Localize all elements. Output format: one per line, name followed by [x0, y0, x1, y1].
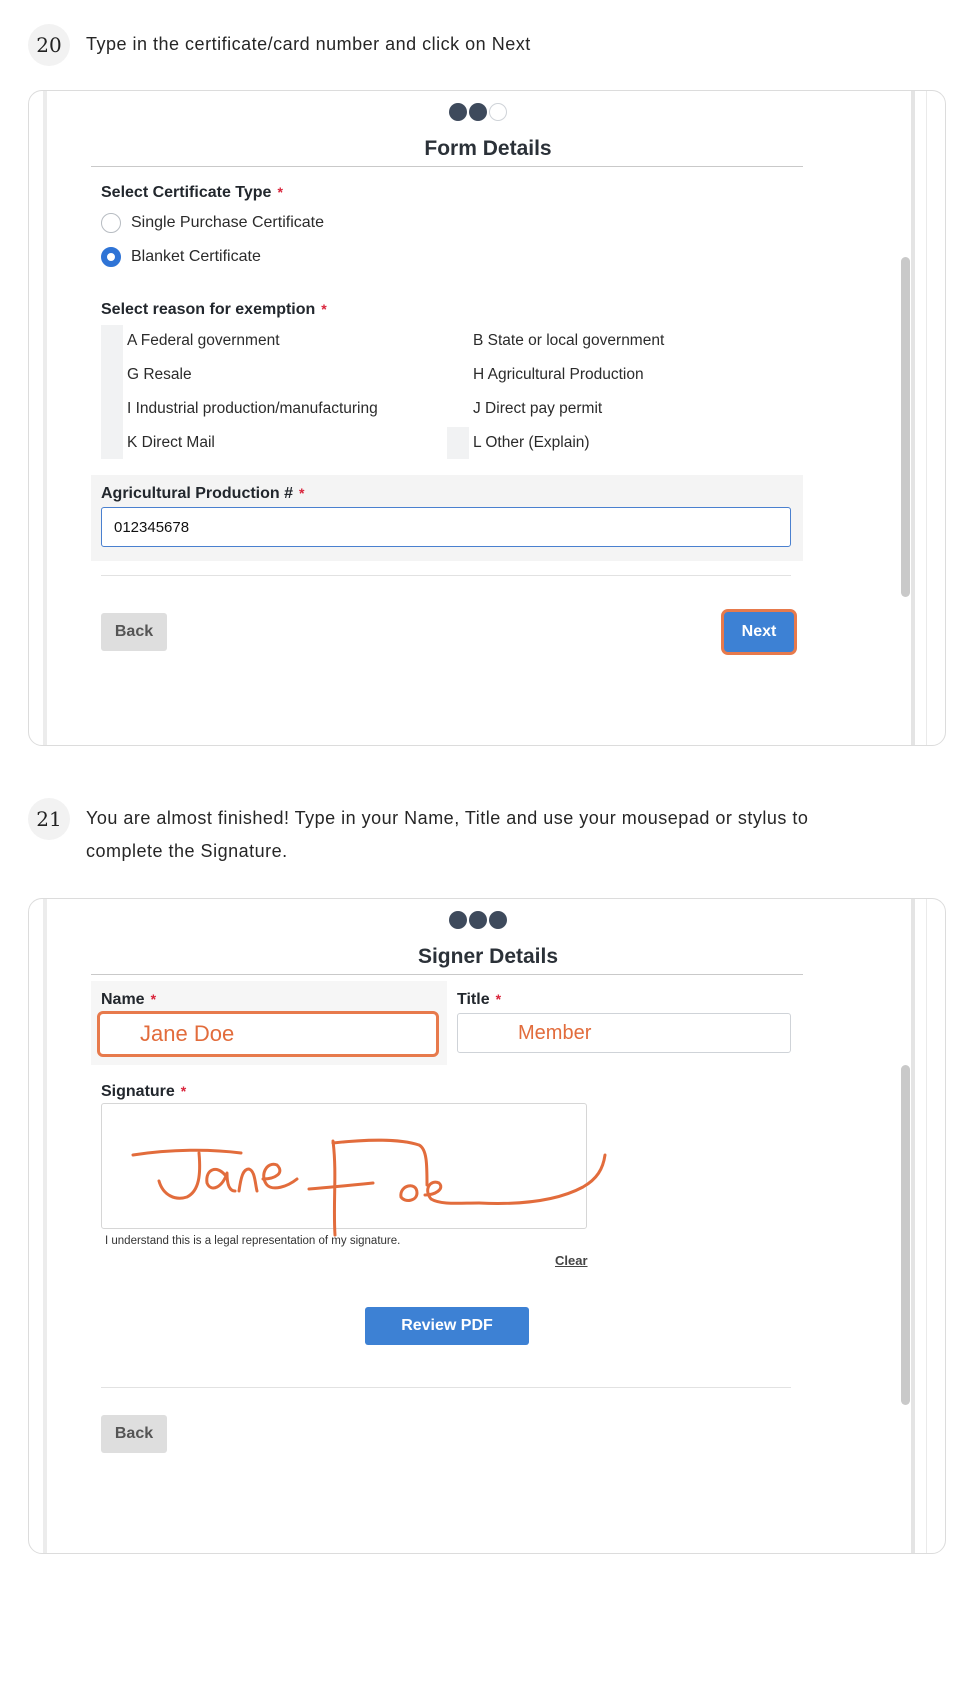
- sig-stroke-n: [239, 1169, 257, 1191]
- back-button[interactable]: Back: [101, 613, 167, 651]
- signature-label: Signature *: [101, 1083, 187, 1100]
- signer-details-title: Signer Details: [417, 945, 559, 968]
- radio-button[interactable]: [101, 213, 121, 233]
- reason-option-g[interactable]: G Resale: [127, 366, 192, 383]
- reason-option-b[interactable]: B State or local government: [473, 332, 665, 349]
- progress-dot-complete: [449, 103, 467, 121]
- title-input[interactable]: Member: [457, 1013, 791, 1053]
- sig-stroke-d-bowl: [333, 1140, 427, 1185]
- progress-dot-complete: [449, 911, 467, 929]
- signature-drawing: [101, 1103, 621, 1253]
- sig-stroke-o: [401, 1186, 417, 1201]
- progress-dot-current: [469, 103, 487, 121]
- back-button[interactable]: Back: [101, 1415, 167, 1453]
- step-number: 21: [28, 798, 70, 840]
- reason-option-l[interactable]: L Other (Explain): [473, 434, 590, 451]
- step-number: 20: [28, 24, 70, 66]
- next-button[interactable]: Next: [721, 609, 797, 655]
- radio-blanket[interactable]: Blanket Certificate: [101, 247, 261, 267]
- sig-stroke-d-stem: [333, 1141, 335, 1235]
- step-21: [28, 798, 866, 868]
- reason-option-h[interactable]: H Agricultural Production: [473, 366, 644, 383]
- radio-single-purchase[interactable]: Single Purchase Certificate: [101, 213, 324, 233]
- progress-dot-current: [489, 911, 507, 929]
- signer-details-screenshot: [28, 898, 946, 1554]
- sig-stroke-a: [207, 1169, 235, 1191]
- step-instruction: You are almost finished! Type in your Name, Title and use your mousepad or stylus to complete the Signature.: [86, 808, 809, 861]
- sig-stroke-tail: [479, 1155, 605, 1203]
- radio-button-selected[interactable]: [101, 247, 121, 267]
- step-instruction: Type in the certificate/card number and click on Next: [86, 34, 531, 54]
- sig-stroke-e: [263, 1164, 297, 1188]
- progress-dots: [449, 103, 507, 121]
- sig-stroke-j-top: [133, 1150, 241, 1155]
- legal-note: I understand this is a legal representation of my signature.: [105, 1235, 401, 1247]
- clear-signature-link[interactable]: Clear: [555, 1253, 588, 1268]
- form-details-title: Form Details: [424, 137, 552, 160]
- progress-dot-pending: [489, 103, 507, 121]
- progress-dots: [449, 911, 507, 929]
- reason-option-j[interactable]: J Direct pay permit: [473, 400, 603, 417]
- scrollbar-thumb[interactable]: [901, 257, 910, 597]
- name-label: Name *: [101, 991, 157, 1008]
- title-label: Title *: [457, 991, 502, 1008]
- reason-option-i[interactable]: I Industrial production/manufacturing: [127, 400, 378, 417]
- reason-option-a[interactable]: A Federal government: [127, 332, 280, 349]
- review-pdf-button[interactable]: Review PDF: [365, 1307, 529, 1345]
- scrollbar-thumb[interactable]: [901, 1065, 910, 1405]
- progress-dot-complete: [469, 911, 487, 929]
- name-input[interactable]: Jane Doe: [97, 1011, 439, 1057]
- form-details-screenshot: [28, 90, 946, 746]
- reason-option-k[interactable]: K Direct Mail: [127, 434, 215, 451]
- sig-stroke-j: [159, 1153, 200, 1198]
- exemption-reason-label: Select reason for exemption *: [101, 301, 327, 318]
- ag-production-label: Agricultural Production # *: [101, 485, 305, 502]
- step-20: [28, 24, 866, 66]
- ag-production-input[interactable]: 012345678: [101, 507, 791, 547]
- certificate-type-label: Select Certificate Type *: [101, 184, 283, 201]
- sig-stroke-e2: [425, 1182, 479, 1203]
- sig-stroke-connector: [309, 1183, 373, 1189]
